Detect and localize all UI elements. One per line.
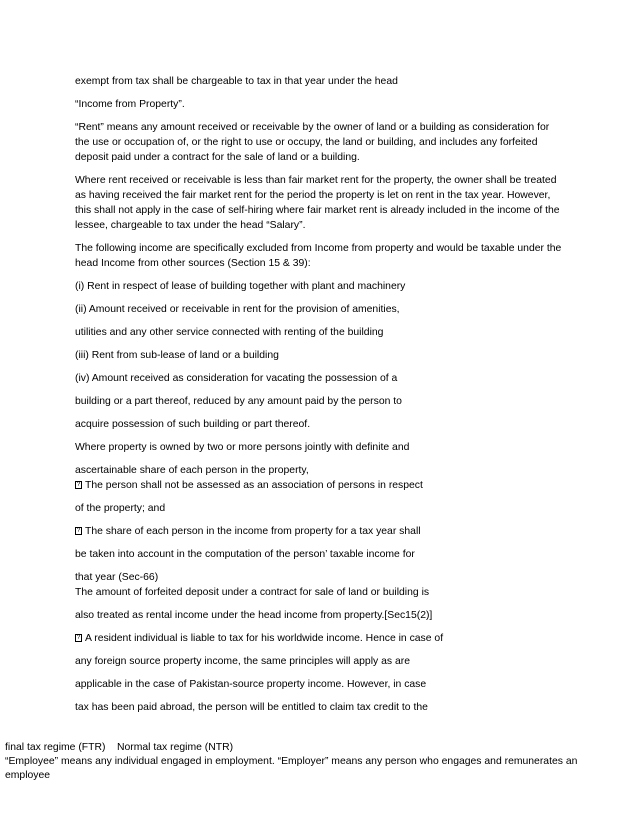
paragraph-15	[75, 478, 565, 493]
paragraph-20: The amount of forfeited deposit under a contract for sale of land or building is	[75, 587, 430, 598]
paragraph-8: utilities and any other service connected with renting of the building	[75, 327, 384, 338]
paragraph-16: of the property; and	[75, 503, 166, 514]
paragraph-5: The following income are specifically excluded from Income from property and would be taxable under the head Income from other sources (Section 15 & 39):	[75, 243, 562, 269]
paragraph-10: (iv) Amount received as consideration for vacating the possession of a	[75, 373, 398, 384]
paragraph-2: “Income from Property”.	[75, 99, 185, 110]
paragraph-1: exempt from tax shall be chargeable to tax in that year under the head	[75, 76, 398, 87]
paragraph-22	[75, 631, 565, 646]
paragraph-23: any foreign source property income, the same principles will apply as are	[75, 656, 410, 667]
paragraph-14: ascertainable share of each person in the property,	[75, 465, 309, 476]
paragraph-22-text: A resident individual is liable to tax for his worldwide income. Hence in case of	[85, 633, 444, 644]
paragraph-12: acquire possession of such building or part thereof.	[75, 419, 311, 430]
main-text	[75, 74, 565, 715]
paragraph-21: also treated as rental income under the head income from property.[Sec15(2)]	[75, 610, 433, 621]
paragraph-15-text: The person shall not be assessed as an association of persons in respect	[85, 480, 423, 491]
footer-text	[5, 741, 625, 783]
missing-glyph-icon	[75, 481, 82, 489]
missing-glyph-icon	[75, 634, 82, 642]
paragraph-7: (ii) Amount received or receivable in rent for the provision of amenities,	[75, 304, 400, 315]
paragraph-3: “Rent” means any amount received or receivable by the owner of land or a building as consideration for the use or occupation of, or the right to use or occupy, the land or building, and includes any forfeited deposit paid under a contract for the sale of land or a building.	[75, 122, 550, 163]
paragraph-17	[75, 524, 565, 539]
footer-line-1: final tax regime (FTR) Normal tax regime (NTR)	[5, 742, 234, 753]
paragraph-9: (iii) Rent from sub-lease of land or a building	[75, 350, 279, 361]
paragraph-25: tax has been paid abroad, the person will be entitled to claim tax credit to the	[75, 702, 428, 713]
paragraph-11: building or a part thereof, reduced by any amount paid by the person to	[75, 396, 402, 407]
paragraph-17-text: The share of each person in the income from property for a tax year shall	[85, 526, 421, 537]
paragraph-24: applicable in the case of Pakistan-source property income. However, in case	[75, 679, 427, 690]
paragraph-18: be taken into account in the computation of the person’ taxable income for	[75, 549, 415, 560]
paragraph-4: Where rent received or receivable is less than fair market rent for the property, the owner shall be treated as having received the fair market rent for the period the property is let on rent in the tax year. However, this shall not apply in the case of self-hiring where fair market rent is already included in the income of the lessee, chargeable to tax under the head “Salary”.	[75, 175, 560, 231]
paragraph-6: (i) Rent in respect of lease of building together with plant and machinery	[75, 281, 406, 292]
footer-line-2: “Employee” means any individual engaged in employment. “Employer” means any person who engages and remunerates an employee	[5, 756, 578, 781]
missing-glyph-icon	[75, 527, 82, 535]
paragraph-19: that year (Sec-66)	[75, 572, 159, 583]
paragraph-13: Where property is owned by two or more persons jointly with definite and	[75, 442, 410, 453]
